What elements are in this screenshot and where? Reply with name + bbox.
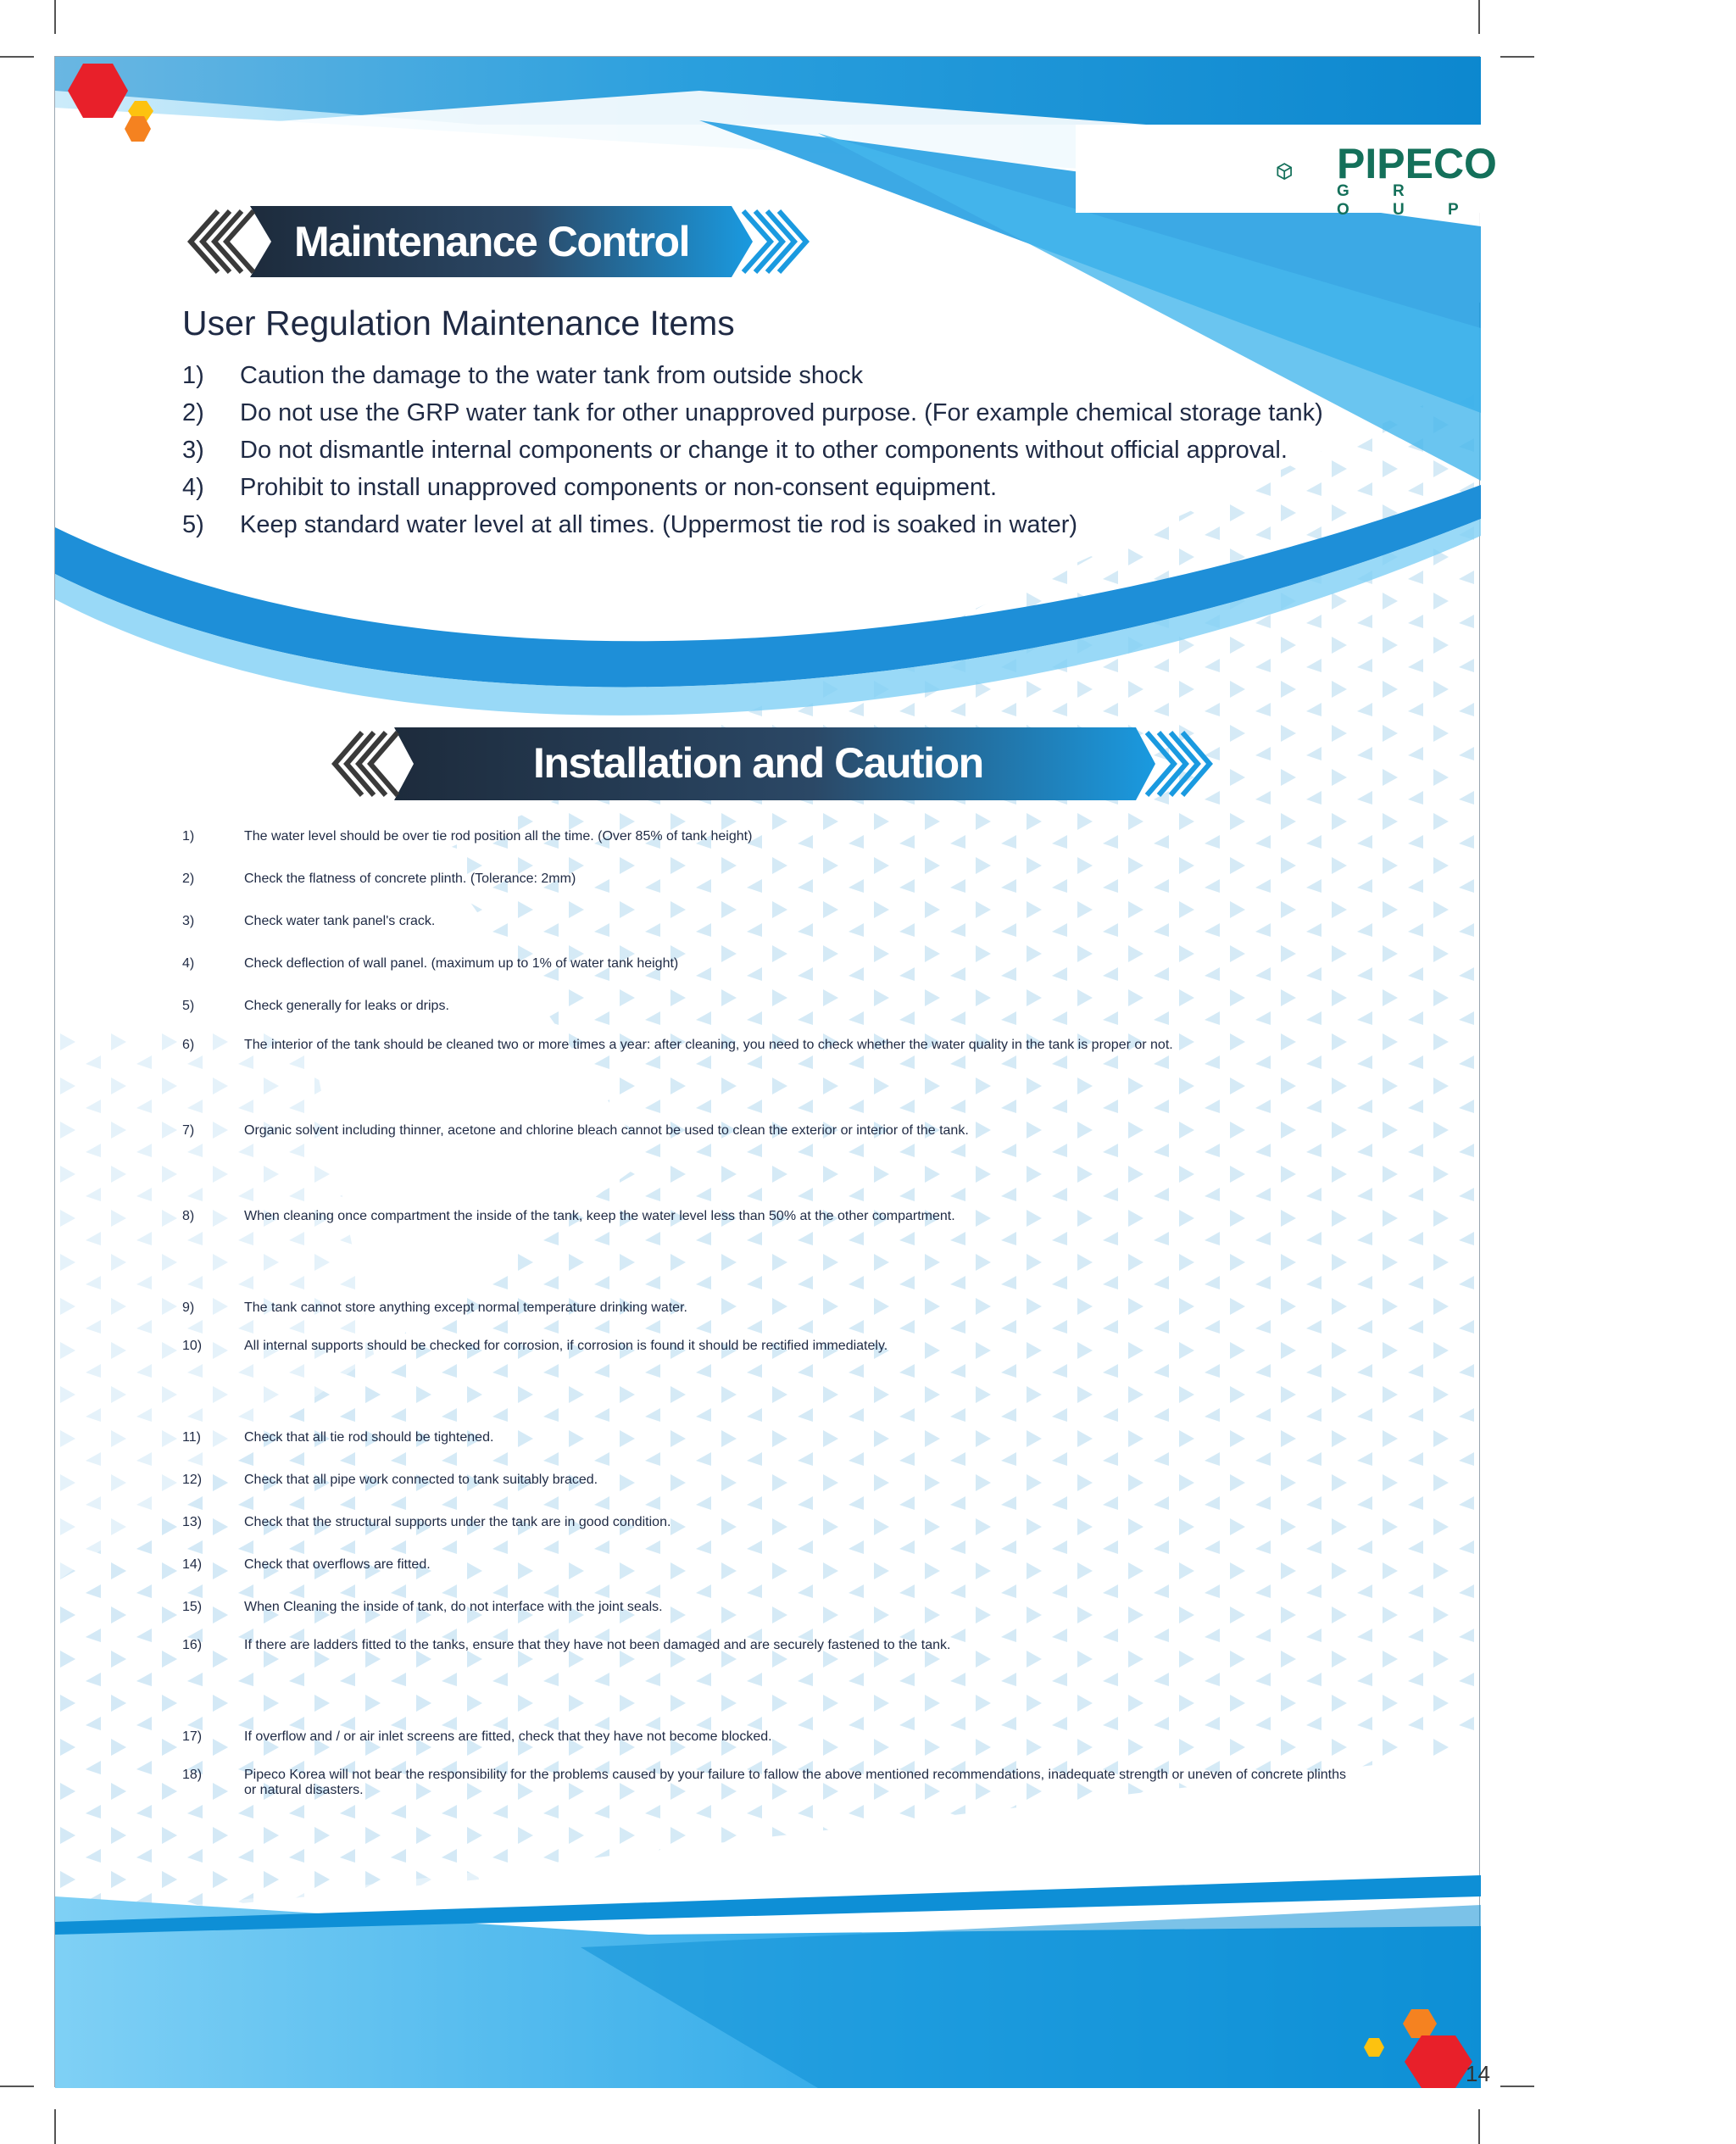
list-item: 1) The water level should be over tie rod position all the time. (Over 85% of tank height) [182, 829, 1403, 870]
list-item-text: Do not use the GRP water tank for other unapproved purpose. (For example chemical storage tank) [240, 399, 1323, 426]
maintenance-list [182, 357, 1403, 543]
section-title-maintenance: Maintenance Control [294, 218, 689, 265]
list-item-text: Check the flatness of concrete plinth. (Tolerance: 2mm) [244, 872, 576, 886]
maintenance-subheading: User Regulation Maintenance Items [182, 304, 735, 342]
crop-mark [54, 2109, 56, 2144]
list-item: 4) Check deflection of wall panel. (maximum up to 1% of water tank height) [182, 956, 1403, 997]
list-item-text: Do not dismantle internal components or change it to other components without official approval. [240, 437, 1288, 464]
list-item: 14) Check that overflows are fitted. [182, 1557, 1403, 1598]
list-item-text: Prohibit to install unapproved components or non-consent equipment. [240, 474, 998, 501]
list-item: 18) Pipeco Korea will not bear the responsibility for the problems caused by your failure to fallow the above mentioned recommendations, inadequate strength or uneven of concrete plinths or natural disasters. [182, 1768, 1346, 1797]
list-item: 1) Caution the damage to the water tank from outside shock [182, 357, 1403, 394]
document-page [54, 56, 1497, 2087]
list-item: 5) Check generally for leaks or drips. [182, 999, 1403, 1039]
list-item: 10) All internal supports should be checked for corrosion, if corrosion is found it should be rectified immediately. [182, 1339, 1403, 1423]
list-item-text: Pipeco Korea will not bear the responsibility for the problems caused by your failure to fallow the above mentioned recommendations, inadequate strength or uneven of concrete plinths or natural disasters. [244, 1768, 1346, 1797]
list-item: 3) Check water tank panel's crack. [182, 914, 1403, 955]
list-item-text: Organic solvent including thinner, acetone and chlorine bleach cannot be used to clean the exterior or interior of the tank. [244, 1123, 969, 1138]
crop-mark [1478, 0, 1480, 34]
list-item-text: The interior of the tank should be cleaned two or more times a year: after cleaning, you need to check whether the water quality in the tank is proper or not. [244, 1038, 1173, 1052]
list-item-text: When cleaning once compartment the inside of the tank, keep the water level less than 50% at the other compartment. [244, 1209, 955, 1223]
list-item-text: When Cleaning the inside of tank, do not interface with the joint seals. [244, 1600, 663, 1614]
list-item-text: Check that all tie rod should be tightened. [244, 1430, 494, 1445]
brand-subtitle: G R O U P [1337, 182, 1478, 219]
list-item: 12) Check that all pipe work connected to tank suitably braced. [182, 1473, 1403, 1513]
crop-mark [1500, 2086, 1534, 2087]
list-item-text: The water level should be over tie rod position all the time. (Over 85% of tank height) [244, 829, 753, 844]
list-item-text: Keep standard water level at all times. (Uppermost tie rod is soaked in water) [240, 511, 1078, 538]
brand-name: PIPECO [1337, 140, 1497, 187]
list-item: 8) When cleaning once compartment the inside of the tank, keep the water level less than 50% at the other compartment. [182, 1209, 1403, 1294]
list-item-text: All internal supports should be checked for corrosion, if corrosion is found it should be rectified immediately. [244, 1339, 888, 1353]
section-title-installation: Installation and Caution [533, 739, 983, 787]
crop-mark [0, 56, 34, 58]
list-item-text: If there are ladders fitted to the tanks, ensure that they have not been damaged and are securely fastened to the tank. [244, 1638, 951, 1652]
list-item-text: Check that all pipe work connected to tank suitably braced. [244, 1473, 598, 1487]
list-item: 2) Do not use the GRP water tank for other unapproved purpose. (For example chemical storage tank) [182, 394, 1403, 432]
list-item: 2) Check the flatness of concrete plinth. (Tolerance: 2mm) [182, 872, 1403, 912]
crop-mark [1500, 56, 1534, 58]
list-item-text: Caution the damage to the water tank from outside shock [240, 362, 864, 389]
list-item: 9) The tank cannot store anything except normal temperature drinking water. [182, 1300, 1403, 1341]
list-item-text: Check that the structural supports under the tank are in good condition. [244, 1515, 671, 1529]
list-item: 13) Check that the structural supports under the tank are in good condition. [182, 1515, 1403, 1556]
list-item-text: The tank cannot store anything except normal temperature drinking water. [244, 1300, 687, 1315]
crop-mark [0, 2086, 34, 2087]
list-item-text: Check generally for leaks or drips. [244, 999, 449, 1013]
list-item: 16) If there are ladders fitted to the tanks, ensure that they have not been damaged and are securely fastened to the tank. [182, 1638, 1403, 1723]
list-item: 3) Do not dismantle internal components or change it to other components without official approval. [182, 432, 1403, 469]
list-item: 15) When Cleaning the inside of tank, do not interface with the joint seals. [182, 1600, 1403, 1640]
crop-mark [54, 0, 56, 34]
crop-mark [1478, 2109, 1480, 2144]
page-number: 14 [1466, 2061, 1490, 2086]
pipeco-logo-icon [1276, 138, 1335, 206]
list-item: 5) Keep standard water level at all times. (Uppermost tie rod is soaked in water) [182, 506, 1403, 543]
list-item: 6) The interior of the tank should be cleaned two or more times a year: after cleaning, you need to check whether the water quality in the tank is proper or not. [182, 1038, 1403, 1122]
list-item-text: Check that overflows are fitted. [244, 1557, 431, 1572]
list-item: 4) Prohibit to install unapproved components or non-consent equipment. [182, 469, 1403, 506]
list-item-text: If overflow and / or air inlet screens are fitted, check that they have not become blocked. [244, 1729, 772, 1744]
list-item: 17) If overflow and / or air inlet screens are fitted, check that they have not become blocked. [182, 1729, 1403, 1770]
list-item: 11) Check that all tie rod should be tightened. [182, 1430, 1403, 1471]
list-item: 7) Organic solvent including thinner, acetone and chlorine bleach cannot be used to clean the exterior or interior of the tank. [182, 1123, 1403, 1208]
list-item-text: Check deflection of wall panel. (maximum up to 1% of water tank height) [244, 956, 679, 971]
list-item-text: Check water tank panel's crack. [244, 914, 436, 928]
